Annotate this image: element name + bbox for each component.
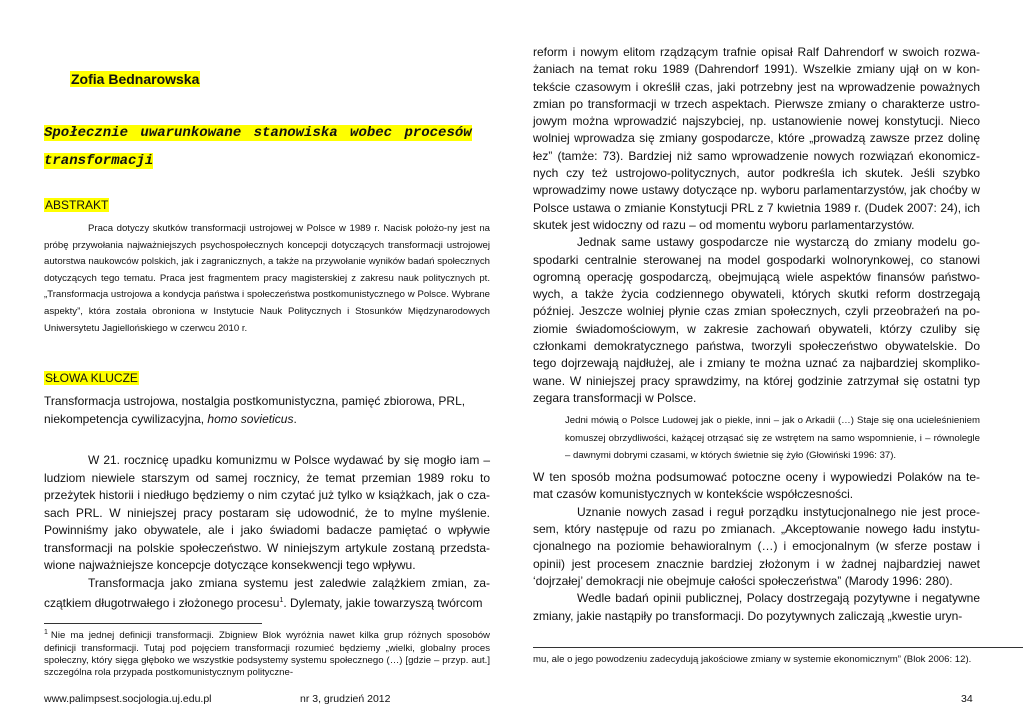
footnote-divider bbox=[44, 623, 262, 624]
paragraph: W 21. rocznicę upadku komunizmu w Polsce wydawać by się mogło iam – ludziom niewiele starszym od samej rocznicy, że temat przemian 1989 roku to przeżytek historii i niedługo będziemy o nim czytać już tylko w książkach, jak o cza-sach PRL. W niniejszej pracy postaram się udowodnić, że to mylne myślenie. Powinniśmy jako obywatele, ale i jako świadomi badacze pamiętać o wpływie transformacji na polskie społeczeństwo. W niniejszym artykule zostaną przedsta-wione najważniejsze koncepcje dotyczące konsekwencji tego wpływu. bbox=[44, 453, 490, 572]
footnote-ref[interactable]: 1 bbox=[279, 597, 284, 604]
keywords-plain: Transformacja ustrojowa, nostalgia postkomunistyczna, pamięć zbiorowa, PRL, niekompetencja cywilizacyjna, bbox=[44, 394, 466, 426]
paragraph: Uznanie nowych zasad i reguł porządku instytucjonalnego nie jest proce-sem, który następuje od razu po zmianach. „Akceptowanie nowego ładu instytu-cjonalnego na poziomie behawioralnym (…) i emocjonalnym (w sferze postaw i opinii) jest procesem znacznie bardziej złożonym i w żadnej najbardziej nawet ‘dojrzałej’ demokracji nie obejmuje całości społeczeństwa” (Marody 1996: 280). bbox=[533, 504, 980, 588]
footnote bbox=[44, 627, 490, 680]
paragraph-text: Transformacja jako zmiana systemu jest zaledwie zalążkiem zmian, za-czątkiem długotrwałego i złożonego procesu bbox=[44, 575, 490, 610]
paragraph bbox=[44, 575, 490, 613]
keywords-italic: homo sovieticus bbox=[207, 411, 294, 426]
footer-url[interactable]: www.palimpsest.socjologia.uj.edu.pl bbox=[44, 693, 212, 705]
keywords-label: SŁOWA KLUCZE bbox=[45, 371, 138, 385]
paragraph: Wedle badań opinii publicznej, Polacy dostrzegają pozytywne i negatywne zmiany, jakie nastąpiły po transformacji. Do pozytywnych zaliczają „kwestie uryn- bbox=[533, 591, 980, 623]
page-number: 34 bbox=[961, 693, 973, 705]
abstract-text: Praca dotyczy skutków transformacji ustrojowej w Polsce w 1989 r. Nacisk położo-ny jest na próbę przywołania najważniejszych psychospołecznych koncepcji dotyczących transformacji ustrojowej autorstwa naukowców polskich, jak i zagranicznych, a także na przywołanie wyników badań społecznych dotyczących tego tematu. Praca jest fragmentem pracy magisterskiej z zakresu nauk politycznych pt. „Transformacja ustrojowa a kondycja państwa i społeczeństwa postkomunistycznego w Polsce. Wybrane aspekty”, która została obroniona w Instytucie Nauk Politycznych i Stosunków Międzynarodowych Uniwersytetu Jagiellońskiego w czerwcu 2010 r. bbox=[44, 223, 490, 334]
paragraph: W ten sposób można podsumować potoczne oceny i wypowiedzi Polaków na te-mat czasów komunistycznych w kontekście współczesności. bbox=[533, 470, 980, 502]
block-quote: Jedni mówią o Polsce Ludowej jak o piekle, inni – jak o Arkadii (…) Staje się ona ucieleśnieniem komuszej obrzydliwości, każącej otrząsać się ze wstrętem na samo wspomnienie, i – równolegle – dawnymi dobrymi czasami, w których świetnie się żyło (Głowiński 1996: 37). bbox=[565, 415, 980, 461]
footnote-divider bbox=[533, 647, 1023, 648]
footnote-text: Nie ma jednej definicji transformacji. Zbigniew Blok wyróżnia nawet kilka grup różnych sposobów definicji transformacji. Tutaj pod pojęciem transformacji rozumieć będziemy „wielki, globalny proces społeczny, który sięga głęboko we wszystkie podsystemy systemu społecznego (…) [gdzie – przyp. aut.] szczególna rola przypada postkomunistycznym polityczne- bbox=[44, 630, 490, 679]
paragraph: Jednak same ustawy gospodarcze nie wystarczą do zmiany modelu go-spodarki centralnie sterowanej na model gospodarki wolnorynkowej, co stanowi ogromną operację gospodarczą, obejmującą wiele aspektów finansów państwo-wych, a także życia codziennego obywateli, których skutki reform dostrzegają później. Jeszcze wolniej płynie czas zmian społecznych, czyli przeobrażeń na po-ziomie świadomościowym, w zakresie zachowań obywateli, którzy czuliby się członkami demokratycznego państwa, tworzyli społeczeństwo obywatelskie. Do tego dojrzewają najdłużej, ale i zmiany te można uznać za najbardziej skompliko-wane. W niniejszej pracy sprawdzimy, na której godzinie zatrzymał się ostatni typ zegara transformacji w Polsce. bbox=[533, 235, 980, 405]
paragraph: reform i nowym elitom rządzącym trafnie opisał Ralf Dahrendorf w swoich rozwa-żaniach na temat roku 1989 (Dahrendorf 1991). Wszelkie zmiany ujął on w kon-tekście czasowym i określił czas, jaki potrzebny jest na wprowadzenie poważnych zmian po transformacji w trzech aspektach. Pierwsze zmiany o charakterze ustro-jowym można wprowadzić najszybciej, np. ustanowienie nowej konstytucji. Nieco wolniej wprowadza się zmiany gospodarcze, które „prowadzą zawsze przez dolinę łez” (tamże: 73). Bardziej niż samo wprowadzenie nowych rozwiązań ekonomicz-nych czy też ustrojowo-politycznych, autor podkreśla ich skutek. Jeśli szybko wprowadzimy nowe ustawy dotyczące np. wyboru parlamentarzystów, jak choćby w Polsce ustawa o zmianie Konstytucji PRL z 7 kwietnia 1989 r. (Dudek 2007: 24), ich skutek jest widoczny od razu – od momentu wyboru parlamentarzystów. bbox=[533, 45, 980, 232]
article-title bbox=[44, 119, 504, 175]
paragraph-text-end: . Dylematy, jakie towarzyszą twórcom bbox=[283, 596, 483, 610]
keywords-text bbox=[44, 393, 490, 428]
right-body bbox=[533, 44, 980, 625]
article-title-text: Społecznie uwarunkowane stanowiska wobec procesów transformacji bbox=[44, 125, 472, 169]
author-name: Zofia Bednarowska bbox=[71, 71, 200, 87]
left-body bbox=[44, 452, 490, 613]
keywords-end: . bbox=[293, 411, 297, 426]
footnote-number: 1 bbox=[44, 629, 48, 636]
footnote-continuation: mu, ale o jego powodzeniu zadecydują jakościowe zmiany w systemie ekonomicznym” (Blok 2006: 12). bbox=[533, 654, 972, 665]
footer-issue: nr 3, grudzień 2012 bbox=[300, 693, 391, 705]
abstract-label: ABSTRAKT bbox=[45, 198, 109, 212]
